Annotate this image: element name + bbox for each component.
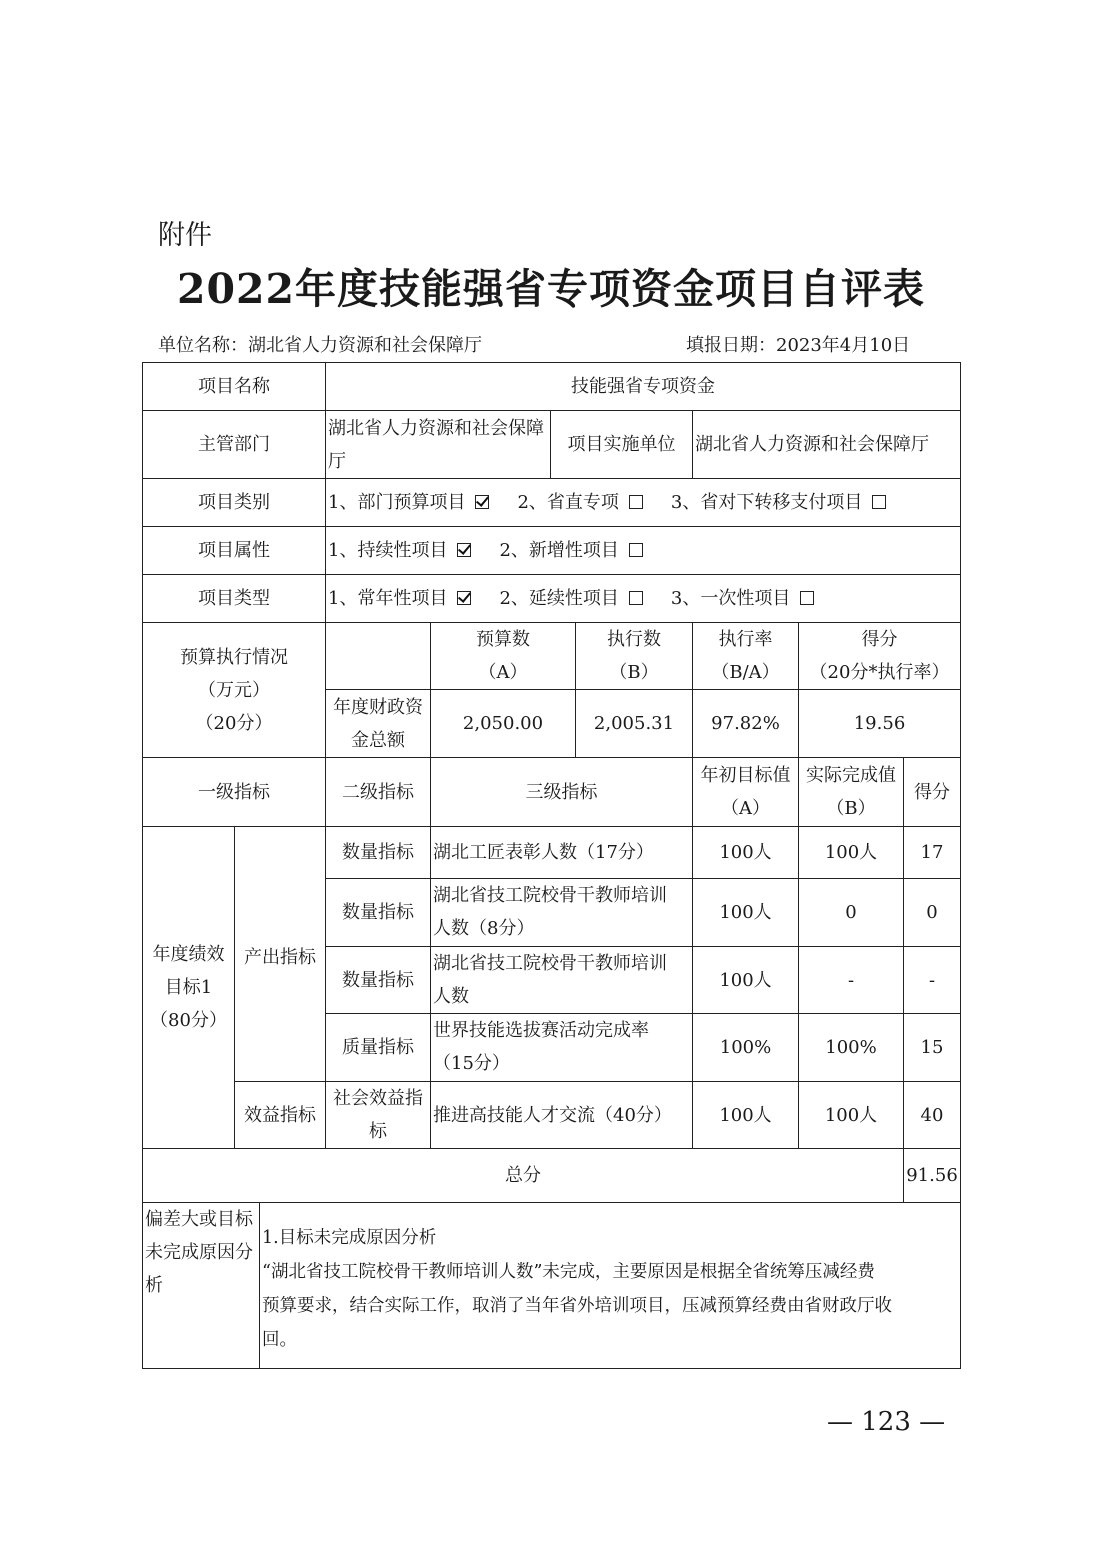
indicator-name: 湖北省技工院校骨干教师培训 人数（8分） (430, 878, 693, 947)
indicator-actual: 100人 (798, 826, 904, 879)
indicator-score: - (903, 946, 961, 1014)
budget-header-executed: 执行数 （B） (575, 622, 693, 690)
checkbox-empty-icon[interactable] (629, 591, 643, 605)
attribute-options (325, 526, 961, 575)
page-title: 2022年度技能强省专项资金项目自评表 (176, 265, 926, 313)
header-actual: 实际完成值 （B） (798, 757, 904, 827)
indicator-name: 湖北工匠表彰人数（17分） (430, 826, 693, 879)
attribute-option-2[interactable]: 2、新增性项目 (499, 534, 648, 567)
budget-header-rate: 执行率 （B/A） (692, 622, 799, 690)
indicator-actual: 100人 (798, 1081, 904, 1149)
indicator-target: 100人 (692, 826, 799, 879)
budget-header-planned: 预算数 （A） (430, 622, 576, 690)
header-level1: 一级指标 (142, 757, 326, 827)
indicator-target: 100人 (692, 946, 799, 1014)
checkbox-checked-icon[interactable] (457, 591, 471, 605)
project-name-value: 技能强省专项资金 (325, 362, 961, 411)
budget-executed-value: 2,005.31 (575, 689, 693, 758)
deviation-analysis: 1.目标未完成原因分析 “湖北省技工院校骨干教师培训人数”未完成，主要原因是根据全省统筹压减经费 预算要求，结合实际工作，取消了当年省外培训项目，压减预算经费由省财政厅收 回。 (259, 1202, 961, 1369)
total-score-value: 91.56 (903, 1148, 961, 1203)
budget-header-score: 得分 （20分*执行率） (798, 622, 961, 690)
budget-rate-value: 97.82% (692, 689, 799, 758)
budget-row-label: 年度财政资 金总额 (325, 689, 431, 758)
header-target: 年初目标值 （A） (692, 757, 799, 827)
indicator-score: 17 (903, 826, 961, 879)
indicator-type: 数量指标 (325, 826, 431, 879)
impl-unit-value: 湖北省人力资源和社会保障厅 (692, 410, 961, 479)
indicator-name: 湖北省技工院校骨干教师培训 人数 (430, 946, 693, 1014)
attribute-option-1[interactable]: 1、持续性项目 (328, 534, 477, 567)
header-level3: 三级指标 (430, 757, 693, 827)
checkbox-empty-icon[interactable] (629, 543, 643, 557)
deviation-label: 偏差大或目标 未完成原因分 析 (142, 1202, 260, 1369)
indicator-type: 数量指标 (325, 946, 431, 1014)
header-score: 得分 (903, 757, 961, 827)
indicator-name: 推进高技能人才交流（40分） (430, 1081, 693, 1149)
checkbox-empty-icon[interactable] (800, 591, 814, 605)
indicator-type: 社会效益指 标 (325, 1081, 431, 1149)
checkbox-empty-icon[interactable] (629, 495, 643, 509)
category-option-2[interactable]: 2、省直专项 (517, 486, 648, 519)
checkbox-checked-icon[interactable] (457, 543, 471, 557)
category-option-3[interactable]: 3、省对下转移支付项目 (671, 486, 892, 519)
type-option-3[interactable]: 3、一次性项目 (671, 582, 820, 615)
page-number: — 123 — (827, 1407, 946, 1437)
indicator-score: 0 (903, 878, 961, 947)
checkbox-empty-icon[interactable] (872, 495, 886, 509)
unit-name: 单位名称：湖北省人力资源和社会保障厅 (158, 335, 482, 356)
output-indicator-label: 产出指标 (234, 826, 326, 1082)
annual-goal-label: 年度绩效 目标1 （80分） (142, 826, 235, 1149)
checkbox-checked-icon[interactable] (475, 495, 489, 509)
indicator-score: 40 (903, 1081, 961, 1149)
type-label: 项目类型 (142, 574, 326, 623)
header-level2: 二级指标 (325, 757, 431, 827)
project-name-label: 项目名称 (142, 362, 326, 411)
category-option-1[interactable]: 1、部门预算项目 (328, 486, 495, 519)
indicator-name: 世界技能选拔赛活动完成率 （15分） (430, 1013, 693, 1082)
type-option-1[interactable]: 1、常年性项目 (328, 582, 477, 615)
report-date: 填报日期：2023年4月10日 (686, 335, 911, 356)
category-options (325, 478, 961, 527)
indicator-score: 15 (903, 1013, 961, 1082)
indicator-type: 数量指标 (325, 878, 431, 947)
impl-unit-label: 项目实施单位 (550, 410, 693, 479)
type-options (325, 574, 961, 623)
total-score-label: 总分 (142, 1148, 904, 1203)
attachment-label: 附件 (158, 220, 212, 251)
indicator-target: 100% (692, 1013, 799, 1082)
benefit-indicator-label: 效益指标 (234, 1081, 326, 1149)
attribute-label: 项目属性 (142, 526, 326, 575)
category-label: 项目类别 (142, 478, 326, 527)
type-option-2[interactable]: 2、延续性项目 (499, 582, 648, 615)
dept-label: 主管部门 (142, 410, 326, 479)
indicator-actual: 0 (798, 878, 904, 947)
indicator-target: 100人 (692, 878, 799, 947)
indicator-actual: 100% (798, 1013, 904, 1082)
budget-header-blank (325, 622, 431, 690)
indicator-type: 质量指标 (325, 1013, 431, 1082)
dept-value: 湖北省人力资源和社会保障厅 (325, 410, 551, 479)
indicator-target: 100人 (692, 1081, 799, 1149)
budget-planned-value: 2,050.00 (430, 689, 576, 758)
budget-label: 预算执行情况 （万元） （20分） (142, 622, 326, 758)
budget-score-value: 19.56 (798, 689, 961, 758)
indicator-actual: - (798, 946, 904, 1014)
